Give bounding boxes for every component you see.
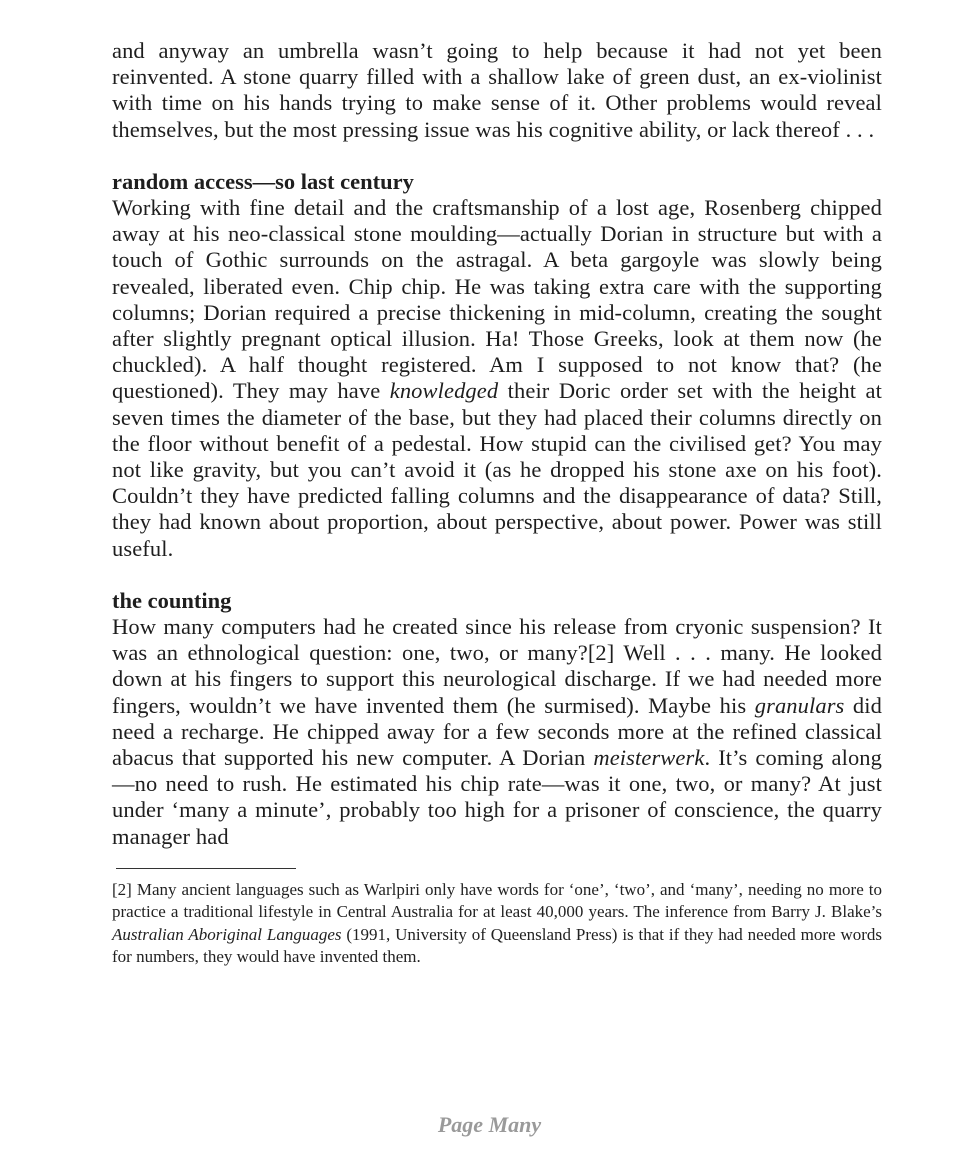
paragraph-text: their Doric order set with the height at seven times the diameter of the base, but they had placed their columns directly on the floor without benefit of a pedestal. How stupid can the civilised get? You may not like gravity, but you can’t avoid it (as he dropped his stone axe on his foot). Couldn’t they have predicted falling columns and the disappearance of data? Still, they had known about proportion, about perspective, about power. Power was still useful. [112, 378, 882, 561]
section-heading-the-counting: the counting [112, 587, 232, 613]
intro-paragraph: and anyway an umbrella wasn’t going to help because it had not yet been reinvented. A stone quarry filled with a shallow lake of green dust, an ex-violinist with time on his hands trying to make sense of it. Other problems would reveal themselves, but the most pressing issue was his cognitive ability, or lack thereof . . . [112, 38, 882, 142]
section-spacer [112, 562, 882, 588]
footnote-text: [2] Many ancient languages such as Warlpiri only have words for ‘one’, ‘two’, and ‘many’, needing no more to practice a traditional lifestyle in Central Australia for at least 40,000 years. The inference from Barry J. Blake’s [112, 879, 882, 922]
emphasis-knowledged: knowledged [389, 378, 499, 404]
footnote-book-title: Australian Aboriginal Languages [112, 924, 342, 944]
paragraph-text: did need a recharge. He chipped away for a few seconds more at the refined classical abacus that supported his new computer. A Dorian [112, 692, 882, 771]
footnote-rule [116, 868, 296, 869]
page-body [112, 38, 882, 969]
paragraph-text: . It’s coming along —no need to rush. He estimated his chip rate—was it one, two, or many? At just under ‘many a minute’, probably too high for a prisoner of conscience, the quarry manager had [112, 745, 882, 849]
paragraph-text: Working with fine detail and the craftsmanship of a lost age, Rosenberg chipped away at his neo-classical stone moulding—actually Dorian in structure but with a touch of Gothic surrounds on the astragal. A beta gargoyle was slowly being revealed, liberated even. Chip chip. He was taking extra care with the supporting columns; Dorian required a precise thickening in mid-column, creating the sought after slightly pregnant optical illusion. Ha! Those Greeks, look at them now (he chuckled). A half thought registered. Am I supposed to not know that? (he questioned). They may have [112, 195, 882, 404]
section-spacer [112, 143, 882, 169]
emphasis-meisterwerk: meisterwerk [593, 745, 705, 771]
footnote-text: (1991, University of Queensland Press) is that if they had needed more words for numbers, they would have invented them. [112, 924, 883, 967]
section-heading-random-access: random access—so last century [112, 168, 414, 194]
counting-paragraph [112, 614, 882, 850]
footnote [112, 879, 882, 969]
emphasis-granulars: granulars [754, 692, 845, 718]
paragraph-text: How many computers had he created since his release from cryonic suspension? It was an ethnological question: one, two, or many?[2] Well . . . many. He looked down at his fingers to support this neurological discharge. If we had needed more fingers, wouldn’t we have invented them (he surmised). Maybe his [112, 614, 882, 718]
page-number: Page Many [437, 1112, 542, 1137]
random-access-paragraph [112, 195, 882, 562]
